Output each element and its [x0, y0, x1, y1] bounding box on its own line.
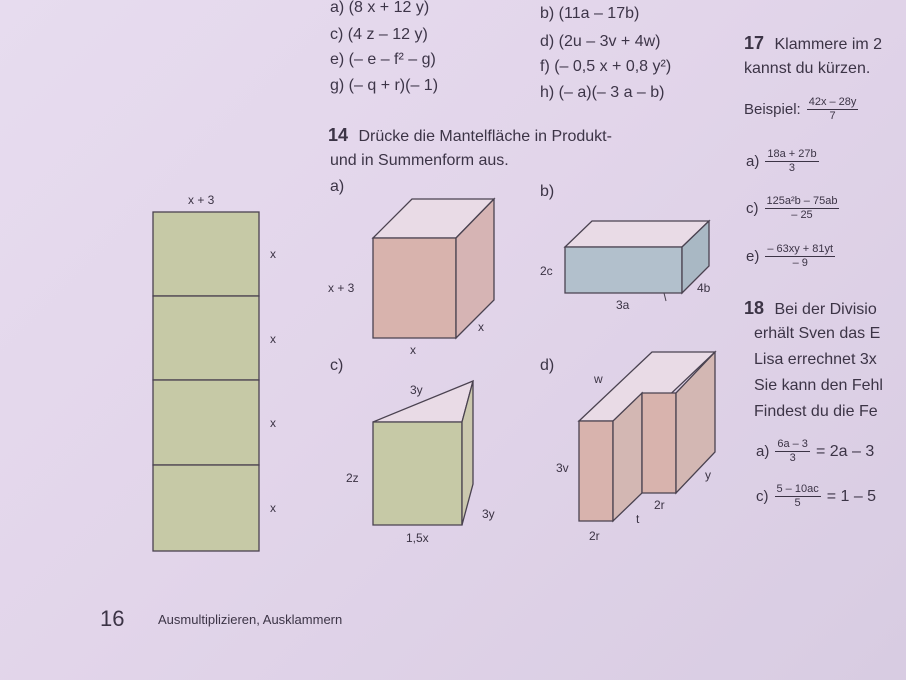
figure-d-t-label: t: [636, 512, 640, 526]
label-d: d): [540, 357, 555, 374]
exercise-c: c) (4 z – 12 y): [330, 26, 428, 43]
figure-d-height-label: 3v: [556, 461, 569, 475]
task-17-number: 17: [744, 33, 765, 53]
exercise-g: g) (– q + r)(– 1): [330, 77, 439, 94]
item-label: c): [746, 200, 759, 217]
label-c: c): [330, 357, 344, 374]
figure-c-bottom-label: 1,5x: [406, 531, 429, 545]
task-18-line1: Bei der Divisio: [774, 301, 877, 318]
task-number: 14: [328, 125, 349, 145]
example-denominator: 7: [829, 110, 836, 122]
item-numerator: 18a + 27b: [767, 148, 817, 160]
task-18-heading: [744, 298, 877, 319]
item-label: c): [756, 488, 769, 505]
figure-b-height-label: 2c: [540, 264, 553, 278]
figure-a-width-label: x: [410, 343, 416, 357]
item-rest: = 1 – 5: [826, 487, 877, 505]
figure-a-depth-label: x: [478, 320, 484, 334]
task-18-item-a: [756, 438, 874, 465]
item-label: a): [756, 443, 770, 460]
figure-c-height-label: 2z: [346, 471, 359, 485]
net-face-3: [153, 380, 259, 465]
task-text-line1: Drücke die Mantelfläche in Produkt-: [358, 128, 612, 145]
net-side-label-3: x: [270, 416, 276, 430]
figure-d-y-label: y: [705, 468, 711, 482]
figure-b-depth-label: 4b: [697, 281, 711, 295]
task-18-item-c: [756, 483, 876, 510]
task-17-item-e: [746, 243, 835, 270]
net-top-label: x + 3: [188, 193, 215, 207]
item-numerator: – 63xy + 81yt: [767, 243, 834, 255]
page-number: 16: [100, 606, 125, 631]
figure-d-mid-label: 2r: [654, 498, 665, 512]
task-17-line1: Klammere im 2: [774, 36, 883, 53]
net-face-4: [153, 465, 259, 551]
task-17-example: [744, 96, 858, 123]
net-face-1: [153, 212, 259, 296]
figure-a-height-label: x + 3: [328, 281, 355, 295]
task-17-item-a: [746, 148, 819, 175]
item-denominator: – 9: [792, 257, 808, 269]
task-18-line3: Lisa errechnet 3x: [754, 351, 877, 368]
figure-b-cuboid: [565, 221, 709, 301]
item-fraction: [765, 195, 840, 222]
figure-a-front: [373, 238, 456, 338]
exercise-d: d) (2u – 3v + 4w): [540, 33, 661, 50]
net-face-2: [153, 296, 259, 380]
item-rest: = 2a – 3: [815, 442, 875, 460]
example-label: Beispiel:: [744, 101, 801, 118]
item-numerator: 5 – 10ac: [776, 483, 819, 495]
item-fraction: [775, 483, 821, 510]
item-denominator: 3: [789, 452, 796, 464]
figure-d-face-1: [579, 421, 613, 521]
figure-a-cuboid: [373, 199, 494, 338]
exercise-h: h) (– a)(– 3 a – b): [540, 84, 665, 101]
exercise-b: b) (11a – 17b): [540, 5, 640, 22]
task-18-line2: erhält Sven das E: [754, 325, 881, 342]
item-fraction: [765, 148, 818, 175]
net-figure: [153, 212, 259, 551]
task-text-line2: und in Summenform aus.: [330, 152, 509, 169]
net-side-label-2: x: [270, 332, 276, 346]
item-denominator: 5: [794, 497, 801, 509]
figure-c-prism: [373, 381, 473, 525]
figure-c-top-label: 3y: [410, 383, 423, 397]
item-label: e): [746, 248, 760, 265]
exercise-e: e) (– e – f² – g): [330, 51, 436, 68]
item-label: a): [746, 153, 760, 170]
net-side-label-4: x: [270, 501, 276, 515]
task-17-line2: kannst du kürzen.: [744, 60, 871, 77]
label-b: b): [540, 183, 555, 200]
task-18-line5: Findest du die Fe: [754, 403, 878, 420]
figure-b-tick: [664, 293, 666, 301]
task-18-number: 18: [744, 298, 765, 318]
figure-d-face-3: [642, 393, 676, 493]
item-fraction: [765, 243, 835, 270]
example-numerator: 42x – 28y: [808, 96, 857, 108]
item-numerator: 125a²b – 75ab: [766, 195, 838, 207]
exercise-a: a) (8 x + 12 y): [330, 0, 430, 16]
figure-c-front: [373, 422, 462, 525]
figure-b-width-label: 3a: [616, 298, 630, 312]
net-side-label-1: x: [270, 247, 276, 261]
footer-title: Ausmultiplizieren, Ausklammern: [158, 612, 343, 627]
example-fraction: [807, 96, 859, 123]
item-denominator: – 25: [791, 209, 813, 221]
task-18-line4: Sie kann den Fehl: [754, 377, 883, 394]
figure-d-w-label: w: [594, 372, 603, 386]
item-fraction: [775, 438, 810, 465]
figure-d-bottom-label: 2r: [589, 529, 600, 543]
task-17-heading: [744, 33, 882, 54]
label-a: a): [330, 178, 345, 195]
item-numerator: 6a – 3: [777, 438, 808, 450]
figure-c-top: [373, 381, 473, 422]
figure-b-front: [565, 247, 682, 293]
task-17-item-c: [746, 195, 839, 222]
exercise-f: f) (– 0,5 x + 0,8 y²): [540, 58, 672, 75]
figure-c-depth-label: 3y: [482, 507, 495, 521]
item-denominator: 3: [788, 162, 796, 174]
